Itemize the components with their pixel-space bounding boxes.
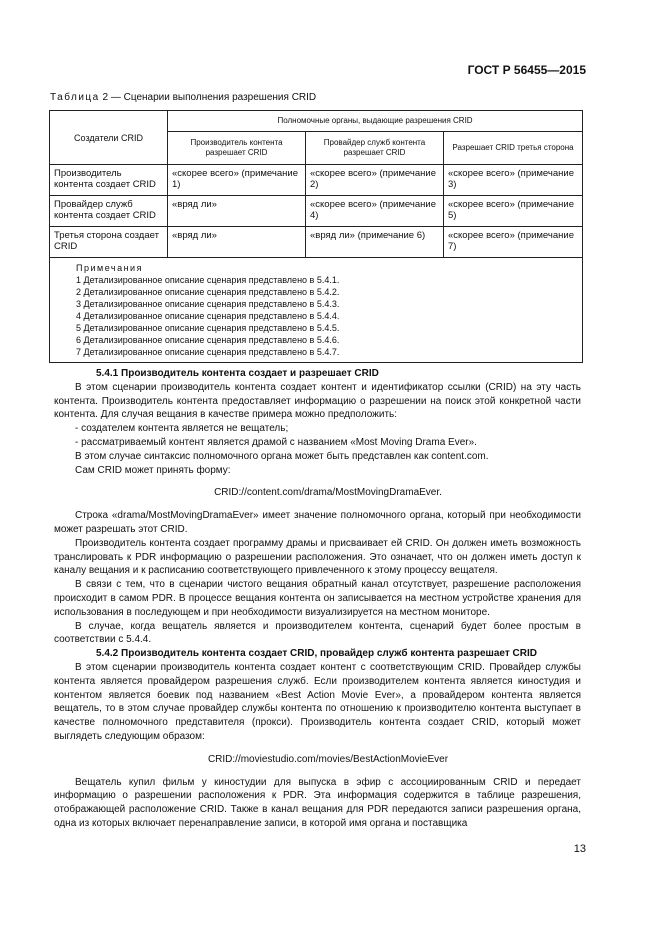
paragraph: В этом сценарии производитель контента создает контент и идентификатор ссылки (CRID) на эту часть контента. Производитель контента предоставляет информацию о разрешении на поиск этой конкретной части контента. Для случая вещания в качестве примера можно предположить: [54, 381, 581, 421]
note-item: 2 Детализированное описание сценария представлено в 5.4.2. [76, 287, 340, 297]
table-caption-label: Таблица [50, 92, 100, 103]
header-third-party: Разрешает CRID третья сторона [444, 132, 583, 165]
header-producer: Производитель контента разрешает CRID [168, 132, 306, 165]
notes-title: Примечания [76, 263, 143, 273]
header-authorities: Полномочные органы, выдающие разрешения CRID [168, 111, 583, 132]
table-cell: «вряд ли» (примечание 6) [306, 227, 444, 258]
table-caption [50, 92, 316, 103]
note-item: 5 Детализированное описание сценария представлено в 5.4.5. [76, 323, 340, 333]
table-row [50, 165, 583, 196]
table-cell: «скорее всего» (примечание 2) [306, 165, 444, 196]
table-cell: «вряд ли» [168, 196, 306, 227]
list-item: - рассматриваемый контент является драмой с названием «Most Moving Drama Ever». [75, 436, 477, 448]
table-notes-row [50, 258, 583, 363]
table-row [50, 196, 583, 227]
crid-scenarios-table [49, 110, 583, 363]
paragraph: В этом сценарии производитель контента создает контент с соответствующим CRID. Провайдер службы контента является провайдером разрешения служб. Если производителем контента является киностудия и контентом является боевик под названием «Best Action Movie Ever», а провайдером контента является вещатель, то в этом случае провайдер службы контента по отношению к производителю контента выступает в качестве полномочного представителя (прокси). Производитель контента создает CRID, который может выглядеть следующим образом: [54, 661, 581, 742]
table-cell: «скорее всего» (примечание 3) [444, 165, 583, 196]
header-provider: Провайдер служб контента разрешает CRID [306, 132, 444, 165]
document-header: ГОСТ Р 56455—2015 [467, 63, 586, 77]
section-heading: 5.4.2 Производитель контента создает CRID, провайдер служб контента разрешает CRID [96, 648, 537, 660]
paragraph: Сам CRID может принять форму: [75, 464, 231, 476]
crid-example: CRID://content.com/drama/MostMovingDramaEver. [214, 487, 442, 499]
note-item: 4 Детализированное описание сценария представлено в 5.4.4. [76, 311, 340, 321]
row-head: Третья сторона создает CRID [50, 227, 168, 258]
body-text [54, 367, 581, 831]
list-item: - создателем контента является не вещатель; [75, 423, 289, 435]
table-cell: «скорее всего» (примечание 1) [168, 165, 306, 196]
row-head: Производитель контента создает CRID [50, 165, 168, 196]
table-cell: «скорее всего» (примечание 7) [444, 227, 583, 258]
page-number: 13 [573, 843, 586, 855]
paragraph: Вещатель купил фильм у киностудии для выпуска в эфир с ассоциированным CRID и передает информацию о разрешении расположения к PDR. Эта информация содержится в таблице разрешения, отображающей расположение CRID. Также в канал вещания для PDR передаются записи разрешения органа, одна из которых включает перенаправление записи, в которой имя органа и поставщика [54, 776, 581, 829]
paragraph: Производитель контента создает программу драмы и присваивает ей CRID. Он должен иметь возможность транслировать к PDR информацию о разрешении расположения. Это означает, что он должен иметь доступ к каналу вещания и к расписанию соответствующего привлеченного к этому процессу вещателя. [54, 537, 581, 577]
table-header-row [50, 111, 583, 132]
note-item: 6 Детализированное описание сценария представлено в 5.4.6. [76, 335, 340, 345]
paragraph: В случае, когда вещатель является и производителем контента, сценарий будет более простым в соответствии с 5.4.4. [54, 620, 581, 646]
table-cell: «скорее всего» (примечание 5) [444, 196, 583, 227]
table-notes [50, 258, 583, 363]
row-head: Провайдер служб контента создает CRID [50, 196, 168, 227]
crid-example: CRID://moviestudio.com/movies/BestActionMovieEver [207, 753, 449, 765]
header-creators: Создатели CRID [50, 111, 168, 165]
note-item: 7 Детализированное описание сценария представлено в 5.4.7. [76, 347, 340, 357]
table-caption-text: 2 — Сценарии выполнения разрешения CRID [99, 92, 317, 103]
note-item: 1 Детализированное описание сценария представлено в 5.4.1. [76, 275, 340, 285]
table-cell: «скорее всего» (примечание 4) [306, 196, 444, 227]
table-cell: «вряд ли» [168, 227, 306, 258]
paragraph: В этом случае синтаксис полномочного органа может быть представлен как content.com. [75, 450, 489, 462]
section-heading: 5.4.1 Производитель контента создает и разрешает CRID [96, 368, 379, 379]
table-row [50, 227, 583, 258]
paragraph: Строка «drama/MostMovingDramaEver» имеет значение полномочного органа, который при необходимости может разрешать этот CRID. [54, 510, 581, 535]
paragraph: В связи с тем, что в сценарии чистого вещания обратный канал отсутствует, разрешение расположения происходит в самом PDR. В процессе вещания контента он записывается на местном устройстве хранения для использования в последующем и при необходимости визуализируется на местном мониторе. [54, 579, 581, 618]
note-item: 3 Детализированное описание сценария представлено в 5.4.3. [76, 299, 340, 309]
